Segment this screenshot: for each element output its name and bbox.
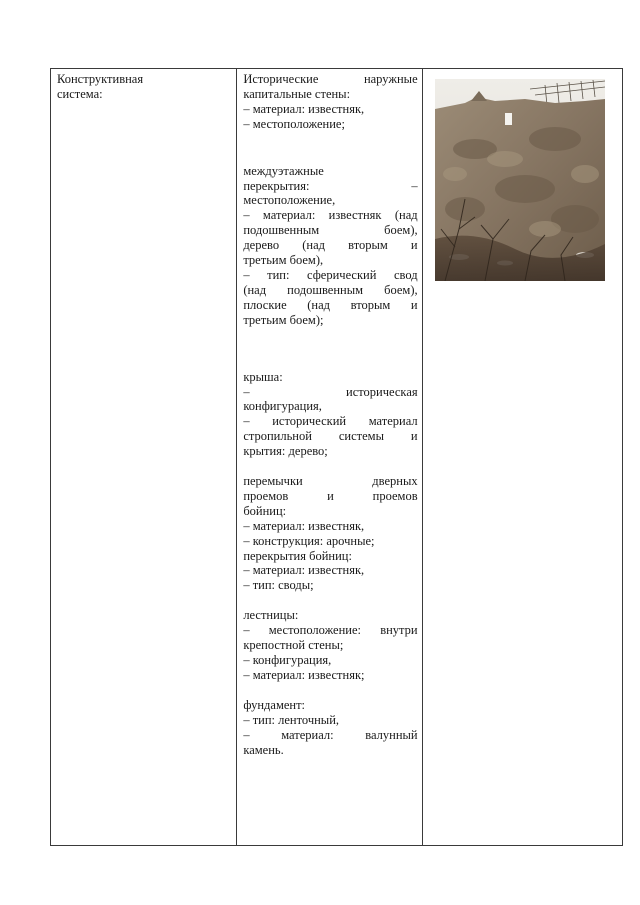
text-line: перекрытия: – (243, 178, 418, 193)
text-line: фундамент: (243, 697, 306, 712)
text-line: – материал: известняк, (243, 518, 365, 533)
text-line: Исторические наружные (243, 72, 418, 86)
text-line: – материал: валунный (243, 727, 418, 742)
lintels-section (243, 474, 417, 593)
text-line: (над подошвенным боем), (243, 282, 418, 297)
text-line: – местоположение; (243, 116, 345, 131)
row-description-cell (237, 69, 422, 846)
text-line: третьим боем), (243, 253, 324, 268)
text-line: дерево (над вторым и (243, 238, 418, 253)
row-label-line: Конструктивная (57, 72, 144, 86)
text-line: – тип: сферический свод (243, 267, 418, 282)
text-line: третьим боем); (243, 312, 324, 327)
text-line: перемычки дверных (243, 474, 418, 489)
roof-section (243, 370, 417, 459)
photo-cell (422, 69, 622, 846)
text-line: лестницы: (243, 608, 299, 623)
text-line: – конфигурация, (243, 653, 332, 667)
text-line: камень. (243, 742, 284, 757)
text-line: – тип: ленточный, (243, 712, 340, 727)
fortress-wall-photo (435, 79, 605, 281)
text-line: крытия: дерево; (243, 444, 328, 459)
text-line: перекрытия бойниц: (243, 548, 352, 563)
text-line: – материал: известняк; (243, 667, 365, 682)
text-line: конфигурация, (243, 399, 322, 414)
stairs-section (243, 608, 417, 683)
text-line: – материал: известняк, (243, 101, 365, 116)
text-line: подошвенным боем), (243, 223, 418, 238)
floors-section (243, 164, 417, 328)
text-line: – местоположение: внутри (243, 623, 418, 638)
table-row (51, 69, 623, 846)
text-line: – тип: своды; (243, 578, 314, 593)
text-line: плоские (над вторым и (243, 297, 418, 312)
text-line: – материал: известняк, (243, 563, 365, 578)
text-line: – конструкция: арочные; (243, 533, 375, 548)
text-line: – исторический материал (243, 414, 418, 429)
text-line: крыша: (243, 369, 283, 384)
text-line: капитальные стены: (243, 86, 351, 101)
text-line: – историческая (243, 384, 418, 399)
text-line: междуэтажные (243, 163, 324, 178)
text-line: стропильной системы и (243, 429, 418, 444)
row-label-line: система: (57, 87, 103, 101)
characteristics-table (50, 68, 623, 846)
text-line: проемов и проемов (243, 488, 418, 503)
text-line: бойниц: (243, 503, 287, 518)
walls-section (243, 72, 417, 132)
row-label-cell (51, 69, 237, 846)
foundation-section (243, 698, 417, 758)
text-line: крепостной стены; (243, 638, 344, 653)
text-line: – материал: известняк (над (243, 208, 418, 223)
text-line: местоположение, (243, 193, 336, 208)
